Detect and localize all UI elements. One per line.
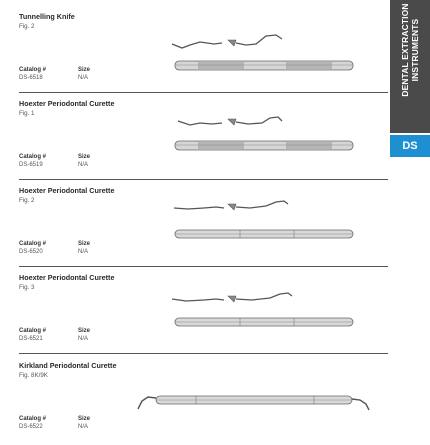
product-name: Hoexter Periodontal Curette [19,186,115,195]
instrument-illustration [0,182,388,270]
catalog-value: DS-6519 [19,162,43,168]
product-entry [0,269,388,357]
section-band [390,0,430,133]
row-divider [19,353,102,354]
catalog-value: DS-6518 [19,75,43,81]
row-divider-long [102,353,388,354]
size-value: N/A [78,162,89,168]
row-divider [19,92,102,93]
product-entry [0,8,388,96]
catalog-value: DS-6521 [19,336,43,342]
product-fig: Fig. 1 [19,110,35,117]
section-title-line1: DENTAL EXTRACTION [400,3,410,97]
instrument-illustration [0,8,388,96]
catalog-label: Catalog # [19,416,47,422]
catalog-label: Catalog # [19,154,47,160]
size-value: N/A [78,336,89,342]
instrument-illustration [0,95,388,183]
section-code-badge: DS [390,135,430,157]
product-entry [0,95,388,183]
instrument-illustration [0,269,388,357]
product-fig: Fig. 2 [19,23,35,30]
row-divider [19,266,102,267]
size-label: Size [78,328,91,334]
size-label: Size [78,416,91,422]
product-fig: Fig. 3 [19,284,35,291]
size-label: Size [78,154,91,160]
product-name: Kirkland Periodontal Curette [19,361,117,370]
section-title [400,3,420,96]
product-name: Hoexter Periodontal Curette [19,273,115,282]
section-title-line2: INSTRUMENTS [410,18,420,82]
product-name: Tunnelling Knife [19,12,75,21]
size-label: Size [78,241,91,247]
size-value: N/A [78,249,89,255]
catalog-label: Catalog # [19,67,47,73]
product-name: Hoexter Periodontal Curette [19,99,115,108]
catalog-value: DS-6522 [19,424,43,430]
product-entry [0,357,388,445]
size-value: N/A [78,75,89,81]
instrument-illustration [0,357,388,445]
product-fig: Fig. 2 [19,197,35,204]
row-divider-long [102,266,388,267]
row-divider [19,179,102,180]
row-divider-long [102,92,388,93]
product-fig: Fig. 8K/9K [19,372,48,379]
section-sidebar [390,0,430,430]
row-divider-long [102,179,388,180]
catalog-label: Catalog # [19,241,47,247]
catalog-label: Catalog # [19,328,47,334]
size-label: Size [78,67,91,73]
product-entry [0,182,388,270]
catalog-value: DS-6520 [19,249,43,255]
size-value: N/A [78,424,89,430]
